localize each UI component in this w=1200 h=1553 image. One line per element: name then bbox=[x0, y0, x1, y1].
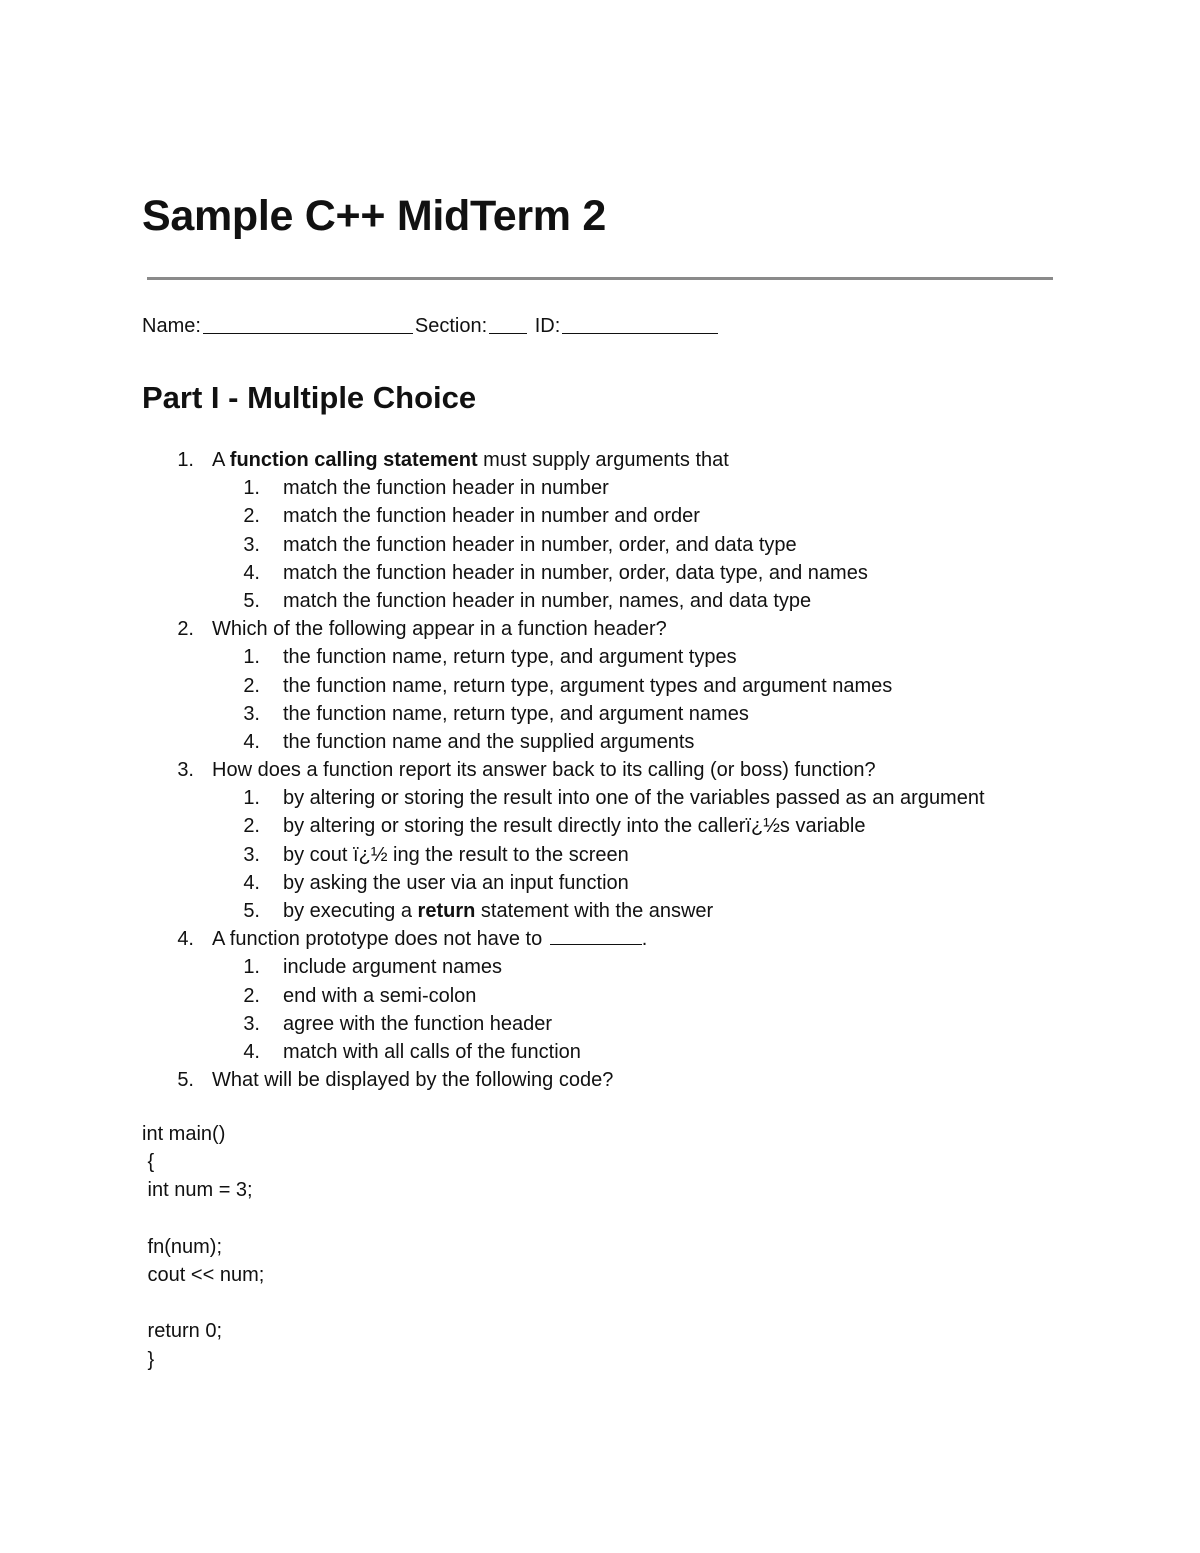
question-3 bbox=[142, 756, 1054, 784]
option-text: end with a semi-colon bbox=[283, 984, 477, 1007]
option-text: the function name, return type, argument types and argument names bbox=[283, 674, 893, 697]
id-blank bbox=[562, 313, 718, 334]
option-text-prefix: by executing a bbox=[283, 900, 418, 922]
option-text: the function name, return type, and argument names bbox=[283, 702, 749, 725]
code-block bbox=[142, 1120, 264, 1374]
option-text bbox=[283, 897, 713, 925]
option-number: 5. bbox=[243, 900, 260, 922]
option-text: the function name and the supplied arguments bbox=[283, 730, 695, 753]
document-page bbox=[142, 190, 1054, 1371]
option-number: 1. bbox=[243, 477, 260, 500]
option-number: 1. bbox=[243, 787, 260, 810]
option bbox=[142, 812, 1054, 840]
question-text: What will be displayed by the following code? bbox=[212, 1069, 614, 1092]
option-number: 4. bbox=[243, 871, 260, 894]
question-5 bbox=[142, 1066, 1054, 1094]
option-number: 4. bbox=[243, 730, 260, 753]
question-text-suffix: must supply arguments that bbox=[477, 449, 729, 471]
title-divider bbox=[147, 277, 1053, 280]
question-number: 2. bbox=[177, 618, 194, 641]
option bbox=[142, 1038, 1054, 1066]
option bbox=[142, 700, 1054, 728]
question-text bbox=[212, 925, 647, 953]
code-line: { bbox=[142, 1151, 155, 1174]
option-text: by asking the user via an input function bbox=[283, 871, 629, 894]
option-number: 5. bbox=[243, 589, 260, 612]
question-text: How does a function report its answer back to its calling (or boss) function? bbox=[212, 759, 876, 782]
option-number: 1. bbox=[243, 956, 260, 979]
question-number: 5. bbox=[177, 1069, 194, 1092]
option-text: the function name, return type, and argument types bbox=[283, 646, 737, 669]
option bbox=[142, 982, 1054, 1010]
question-number: 4. bbox=[177, 928, 194, 951]
id-label: ID: bbox=[534, 315, 561, 337]
question-text-prefix: A bbox=[212, 449, 230, 471]
option bbox=[142, 643, 1054, 671]
option bbox=[142, 531, 1054, 559]
option-text: match the function header in number and order bbox=[283, 505, 700, 528]
option-number: 3. bbox=[243, 843, 260, 866]
option-number: 2. bbox=[243, 984, 260, 1007]
option-number: 3. bbox=[243, 533, 260, 556]
option bbox=[142, 841, 1054, 869]
question-number: 1. bbox=[177, 449, 194, 471]
option-text: by cout ï¿½ ing the result to the screen bbox=[283, 843, 629, 866]
name-label: Name: bbox=[142, 315, 201, 337]
option bbox=[142, 784, 1054, 812]
code-line bbox=[142, 1289, 264, 1317]
question-text bbox=[212, 446, 729, 474]
section-blank bbox=[489, 313, 527, 334]
question-1 bbox=[142, 446, 1054, 474]
option bbox=[142, 502, 1054, 530]
question-text-main: A function prototype does not have to bbox=[212, 928, 543, 951]
code-line: int num = 3; bbox=[142, 1179, 253, 1202]
question-text: Which of the following appear in a function header? bbox=[212, 618, 667, 641]
option-text: agree with the function header bbox=[283, 1012, 553, 1035]
question-4 bbox=[142, 925, 1054, 953]
fill-in-blank bbox=[550, 926, 642, 945]
code-line: int main() bbox=[142, 1123, 226, 1145]
option bbox=[142, 953, 1054, 981]
option bbox=[142, 587, 1054, 615]
code-line: fn(num); bbox=[142, 1235, 223, 1258]
option bbox=[142, 559, 1054, 587]
student-info-fields bbox=[142, 312, 720, 340]
option-text: match the function header in number, order, data type, and names bbox=[283, 561, 868, 584]
question-2 bbox=[142, 615, 1054, 643]
option-text: match the function header in number bbox=[283, 477, 609, 500]
option-number: 3. bbox=[243, 702, 260, 725]
section-label: Section: bbox=[414, 315, 488, 337]
option bbox=[142, 1010, 1054, 1038]
option-text: match with all calls of the function bbox=[283, 1040, 581, 1063]
option-number: 3. bbox=[243, 1012, 260, 1035]
option-text: include argument names bbox=[283, 956, 503, 979]
option-number: 4. bbox=[243, 561, 260, 584]
question-text-end: . bbox=[641, 928, 648, 951]
question-list bbox=[142, 446, 1054, 1094]
option bbox=[142, 672, 1054, 700]
option-number: 1. bbox=[243, 646, 260, 669]
option-text: match the function header in number, order, and data type bbox=[283, 533, 797, 556]
option-text: match the function header in number, names, and data type bbox=[283, 589, 812, 612]
option-text-bold: return bbox=[417, 900, 476, 922]
option-number: 2. bbox=[243, 505, 260, 528]
option-number: 2. bbox=[243, 674, 260, 697]
option bbox=[142, 897, 1054, 925]
code-line bbox=[142, 1205, 264, 1233]
option-text: by altering or storing the result directly into the callerï¿½s variable bbox=[283, 815, 866, 838]
code-line: cout << num; bbox=[142, 1263, 265, 1286]
question-number: 3. bbox=[177, 759, 194, 782]
option bbox=[142, 869, 1054, 897]
code-line: return 0; bbox=[142, 1320, 223, 1343]
name-blank bbox=[203, 313, 413, 334]
option bbox=[142, 728, 1054, 756]
option-text-suffix: statement with the answer bbox=[475, 900, 714, 922]
option-number: 2. bbox=[243, 815, 260, 838]
page-title: Sample C++ MidTerm 2 bbox=[142, 192, 606, 240]
part-heading: Part I - Multiple Choice bbox=[142, 380, 477, 415]
question-text-bold: function calling statement bbox=[229, 449, 478, 471]
option bbox=[142, 474, 1054, 502]
option-text: by altering or storing the result into one of the variables passed as an argument bbox=[283, 787, 985, 810]
option-number: 4. bbox=[243, 1040, 260, 1063]
code-line: } bbox=[142, 1348, 155, 1371]
